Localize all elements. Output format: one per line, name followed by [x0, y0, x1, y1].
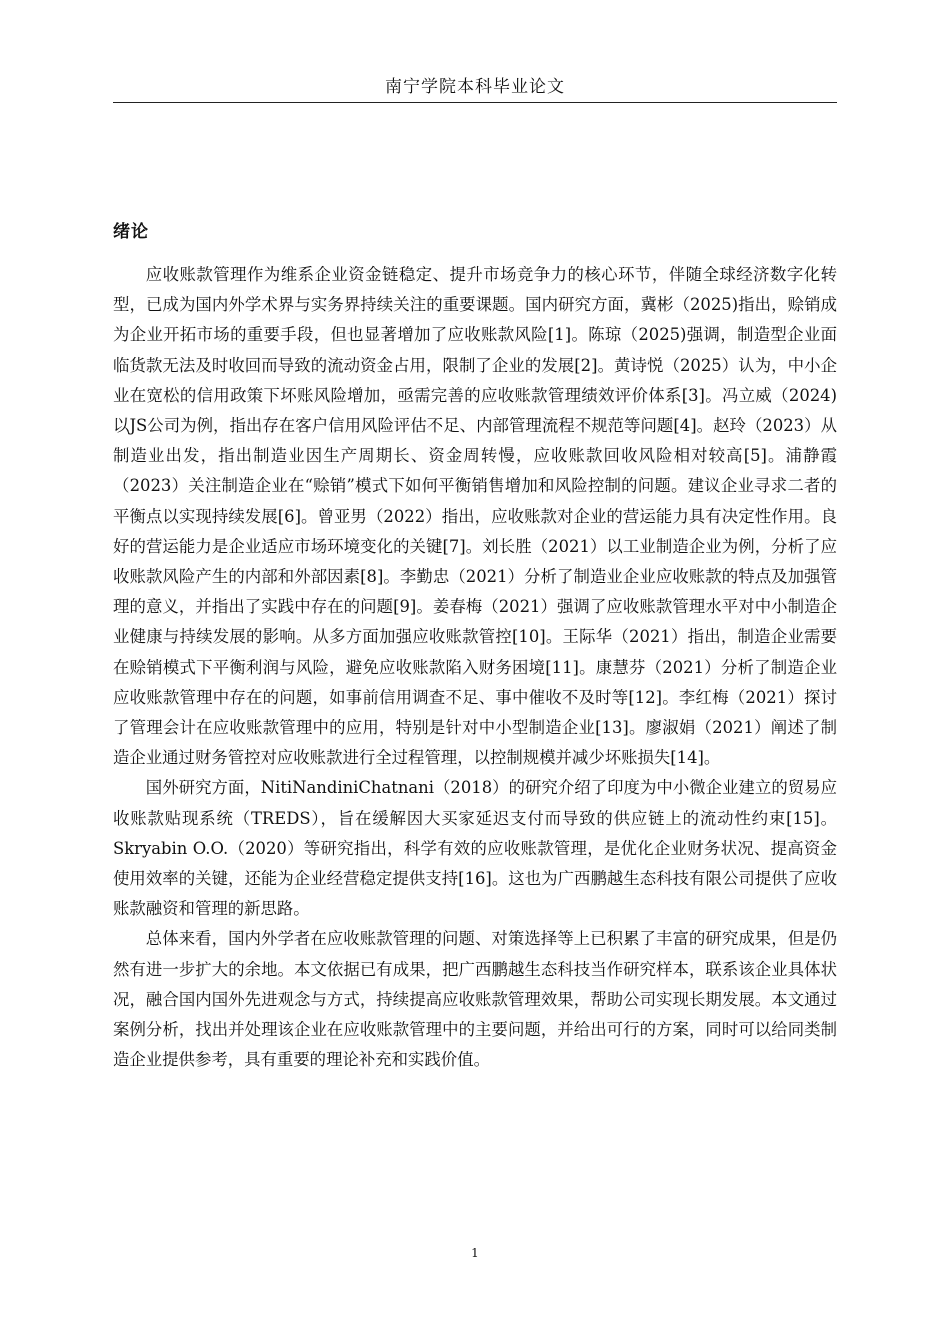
paragraph-foreign-research: 国外研究方面，NitiNandiniChatnani（2018）的研究介绍了印度为中小微企业建立的贸易应收账款贴现系统（TREDS），旨在缓解因大买家延迟支付而导致的供应链上的流动性约束[15]。Skryabin O.O.（2020）等研究指出，科学有效的应收账款管理，是优化企业财务状况、提高资金使用效率的关键，还能为企业经营稳定提供支持[16]。这也为广西鹏越生态科技有限公司提供了应收账款融资和管理的新思路。: [113, 778, 837, 919]
running-header: 南宁学院本科毕业论文: [385, 77, 565, 97]
paragraph-domestic-research: 应收账款管理作为维系企业资金链稳定、提升市场竞争力的核心环节，伴随全球经济数字化转型，已成为国内外学术界与实务界持续关注的重要课题。国内研究方面，冀彬（2025)指出，赊销成为企业开拓市场的重要手段，但也显著增加了应收账款风险[1]。陈琼（2025)强调，制造型企业面临货款无法及时收回而导致的流动资金占用，限制了企业的发展[2]。黄诗悦（2025）认为，中小企业在宽松的信用政策下坏账风险增加，亟需完善的应收账款管理绩效评价体系[3]。冯立威（2024)以JS公司为例，指出存在客户信用风险评估不足、内部管理流程不规范等问题[4]。赵玲（2023）从制造业出发，指出制造业因生产周期长、资金周转慢，应收账款回收风险相对较高[5]。浦静霞（2023）关注制造企业在“赊销”模式下如何平衡销售增加和风险控制的问题。建议企业寻求二者的平衡点以实现持续发展[6]。曾亚男（2022）指出，应收账款对企业的营运能力具有决定性作用。良好的营运能力是企业适应市场环境变化的关键[7]。刘长胜（2021）以工业制造企业为例，分析了应收账款风险产生的内部和外部因素[8]。李勤忠（2021）分析了制造业企业应收账款的特点及加强管理的意义，并指出了实践中存在的问题[9]。姜春梅（2021）强调了应收账款管理水平对中小制造企业健康与持续发展的影响。从多方面加强应收账款管控[10]。王际华（2021）指出，制造企业需要在赊销模式下平衡利润与风险，避免应收账款陷入财务困境[11]。康慧芬（2021）分析了制造企业应收账款管理中存在的问题，如事前信用调查不足、事中催收不及时等[12]。李红梅（2021）探讨了管理会计在应收账款管理中的应用，特别是针对中小型制造企业[13]。廖淑娟（2021）阐述了制造企业通过财务管控对应收账款进行全过程管理，以控制规模并减少坏账损失[14]。: [113, 265, 837, 768]
body-text: [113, 260, 837, 1075]
paragraph-summary: 总体来看，国内外学者在应收账款管理的问题、对策选择等上已积累了丰富的研究成果，但是仍然有进一步扩大的余地。本文依据已有成果，把广西鹏越生态科技当作研究样本，联系该企业具体状况，融合国内国外先进观念与方式，持续提高应收账款管理效果，帮助公司实现长期发展。本文通过案例分析，找出并处理该企业在应收账款管理中的主要问题，并给出可行的方案，同时可以给同类制造企业提供参考，具有重要的理论补充和实践价值。: [113, 929, 837, 1070]
section-heading: 绪论: [113, 222, 149, 242]
header-divider: [113, 102, 837, 103]
page-number: 1: [471, 1246, 479, 1260]
